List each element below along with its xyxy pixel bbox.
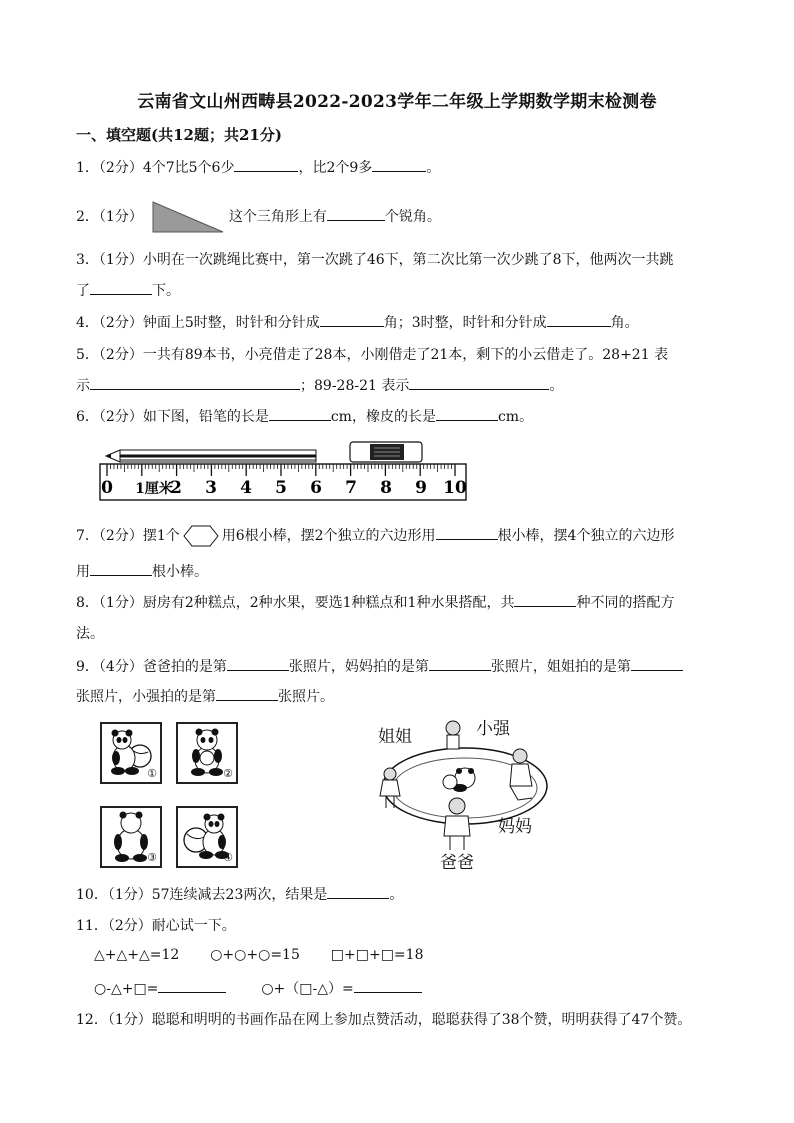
q9-text-a: 9．（4分）爸爸拍的是第	[76, 659, 227, 675]
q1-blank-1[interactable]	[234, 158, 298, 172]
q5-text-b: ；89-28-21 表示	[300, 378, 410, 394]
question-6	[76, 406, 533, 426]
q4-blank-2[interactable]	[547, 313, 611, 327]
q11-equations-row-2	[94, 978, 422, 998]
triangle-figure	[151, 200, 225, 234]
q2-blank[interactable]	[327, 207, 385, 221]
label-jiejie: 姐姐	[378, 727, 412, 747]
question-8-line-2: 法。	[76, 626, 104, 642]
q6-text-b: cm，橡皮的长是	[330, 409, 436, 425]
q11-eq3: □+□+□=18	[330, 947, 424, 963]
pencil-icon	[106, 450, 316, 462]
q9-blank-1[interactable]	[227, 657, 289, 671]
q8-blank[interactable]	[514, 593, 576, 607]
section-heading: 一、填空题(共12题；共21分)	[76, 126, 282, 144]
q7-text-c: 根小棒，摆4个独立的六边形	[497, 528, 675, 544]
question-4	[76, 312, 639, 332]
q11-eq4: ○-△+□=	[94, 981, 159, 997]
q4-blank-1[interactable]	[320, 313, 384, 327]
q10-blank[interactable]	[327, 885, 389, 899]
photo-3	[100, 806, 162, 868]
q7-blank-2[interactable]	[90, 562, 152, 576]
q6-text-a: 6．（2分）如下图，铅笔的长是	[76, 409, 269, 425]
q6-blank-2[interactable]	[436, 407, 498, 421]
photo-number: ④	[223, 851, 233, 864]
q3-blank[interactable]	[90, 281, 152, 295]
hexagon-icon	[183, 525, 219, 547]
question-7-line-1	[76, 525, 674, 547]
question-2	[76, 200, 441, 234]
q6-text-c: cm。	[497, 409, 534, 425]
question-9-line-1	[76, 656, 683, 676]
q7-blank-1[interactable]	[436, 526, 498, 540]
question-9-line-2	[76, 686, 334, 706]
ruler-label-6: 6	[310, 478, 322, 498]
q11-eq1: △+△+△=12	[94, 947, 180, 963]
q8-text-b: 种不同的搭配方	[576, 595, 675, 611]
q11-blank-1[interactable]	[158, 979, 226, 993]
photo-number: ③	[147, 851, 157, 864]
q5-blank-1[interactable]	[90, 376, 300, 390]
ruler-label-10: 10	[443, 478, 467, 498]
question-5-line-2	[76, 375, 563, 395]
question-3-line-1: 3．（1分）小明在一次跳绳比赛中，第一次跳了46下，第二次比第一次少跳了8下，他两次一共跳	[76, 252, 674, 268]
question-8-line-1	[76, 592, 674, 612]
q7-text-b: 用6根小棒，摆2个独立的六边形用	[221, 528, 436, 544]
eraser-icon	[350, 442, 422, 462]
q7-text-d: 用	[76, 564, 90, 580]
q10-text-a: 10．（1分）57连续减去23两次，结果是	[76, 887, 328, 903]
question-1	[76, 157, 440, 177]
photo-1	[100, 722, 162, 784]
ruler-label-4: 4	[240, 478, 252, 498]
q11-eq5: ○+（□-△）=	[261, 981, 354, 997]
ruler-label-5: 5	[275, 478, 287, 498]
q9-text-d: 张照片，小强拍的是第	[76, 689, 216, 705]
question-10	[76, 884, 403, 904]
q1-text-c: 。	[426, 160, 441, 176]
ruler-label-0: 0	[101, 478, 113, 498]
photo-4	[176, 806, 238, 868]
ruler-figure	[98, 440, 470, 502]
ruler-label-2: 2	[170, 478, 182, 498]
q9-blank-4[interactable]	[216, 687, 278, 701]
ruler-label-8: 8	[380, 478, 392, 498]
question-3-line-2	[76, 280, 180, 300]
photo-scene	[370, 708, 550, 873]
q6-blank-1[interactable]	[269, 407, 331, 421]
q3-text-a: 了	[76, 283, 90, 299]
ruler-label-3: 3	[205, 478, 217, 498]
q2-text-a: 2．（1分）	[76, 209, 143, 225]
q1-blank-2[interactable]	[372, 158, 426, 172]
q4-text-b: 角；3时整，时针和分针成	[383, 315, 547, 331]
q9-text-e: 张照片。	[278, 689, 334, 705]
q4-text-c: 角。	[610, 315, 639, 331]
q8-text-a: 8．（1分）厨房有2种糕点，2种水果，要选1种糕点和1种水果搭配，共	[76, 595, 515, 611]
ruler-label-1: 1厘米	[135, 481, 173, 497]
q7-text-a: 7．（2分）摆1个	[76, 528, 180, 544]
label-mama: 妈妈	[498, 817, 532, 837]
question-11: 11．（2分）耐心试一下。	[76, 918, 236, 934]
photo-number: ②	[223, 767, 233, 780]
q1-text-b: ，比2个9多	[298, 160, 373, 176]
q11-equations-row-1	[94, 947, 423, 963]
q9-text-c: 张照片，姐姐拍的是第	[490, 659, 631, 675]
q5-text-c: 。	[549, 378, 564, 394]
q7-text-e: 根小棒。	[152, 564, 208, 580]
photo-2	[176, 722, 238, 784]
page-title: 云南省文山州西畴县2022-2023学年二年级上学期数学期末检测卷	[137, 92, 657, 112]
photo-number: ①	[147, 767, 157, 780]
q2-text-c: 个锐角。	[384, 209, 441, 225]
q9-blank-2[interactable]	[429, 657, 491, 671]
question-5-line-1: 5．（2分）一共有89本书，小亮借走了28本，小刚借走了21本，剩下的小云借走了。28+21 表	[76, 347, 669, 363]
q4-text-a: 4．（2分）钟面上5时整，时针和分针成	[76, 315, 320, 331]
question-12: 12．（1分）聪聪和明明的书画作品在网上参加点赞活动，聪聪获得了38个赞，明明获得了47个赞。	[76, 1012, 692, 1028]
q5-blank-2[interactable]	[409, 376, 549, 390]
q2-text-b: 这个三角形上有	[228, 209, 327, 225]
q9-text-b: 张照片，妈妈拍的是第	[288, 659, 429, 675]
ruler-label-7: 7	[345, 478, 357, 498]
q5-text-a: 示	[76, 378, 90, 394]
q3-text-b: 下。	[152, 283, 180, 299]
q11-eq2: ○+○+○=15	[210, 947, 300, 963]
q9-blank-3[interactable]	[631, 657, 683, 671]
label-xiaoqiang: 小强	[476, 719, 510, 739]
q10-text-b: 。	[389, 887, 404, 903]
question-7-line-2	[76, 561, 208, 581]
label-baba: 爸爸	[440, 853, 474, 873]
q11-blank-2[interactable]	[354, 979, 422, 993]
ruler-label-9: 9	[415, 478, 427, 498]
q1-text-a: 1．（2分）4个7比5个6少	[76, 160, 235, 176]
